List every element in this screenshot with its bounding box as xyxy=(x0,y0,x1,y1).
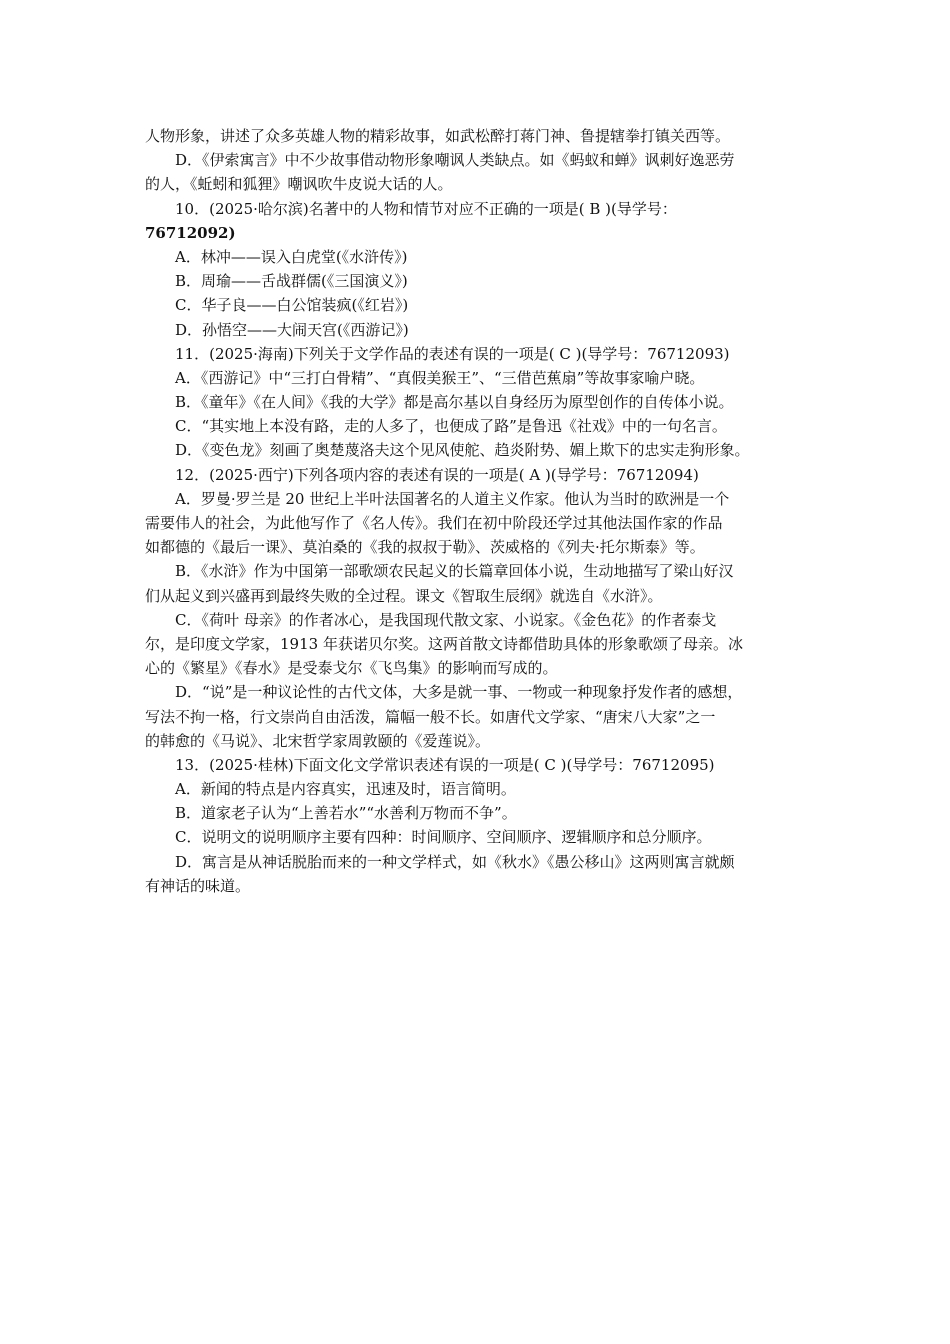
text-line: D．“说”是一种议论性的古代文体，大多是就一事、一物或一种现象抒发作者的感想， xyxy=(175,683,743,702)
text-line: C．华子良——白公馆装疯(《红岩》) xyxy=(175,296,409,315)
text-line: B．《水浒》作为中国第一部歌颂农民起义的长篇章回体小说，生动地描写了梁山好汉 xyxy=(175,562,734,581)
text-line: C．说明文的说明顺序主要有四种：时间顺序、空间顺序、逻辑顺序和总分顺序。 xyxy=(175,828,712,847)
text-line: A．《西游记》中“三打白骨精”、“真假美猴王”、“三借芭蕉扇”等故事家喻户晓。 xyxy=(175,368,705,387)
text-line: 尔，是印度文学家，1913 年获诺贝尔奖。这两首散文诗都借助具体的形象歌颂了母亲。冰 xyxy=(145,634,743,653)
text-line: 的人，《蚯蚓和狐狸》嘲讽吹牛皮说大话的人。 xyxy=(145,175,453,194)
text-line: C．《荷叶 母亲》的作者冰心，是我国现代散文家、小说家。《金色花》的作者泰戈 xyxy=(175,610,717,629)
text-line: A．罗曼·罗兰是 20 世纪上半叶法国著名的人道主义作家。他认为当时的欧洲是一个 xyxy=(175,489,730,508)
text-line: 们从起义到兴盛再到最终失败的全过程。课文《智取生辰纲》就选自《水浒》。 xyxy=(145,586,663,605)
text-line: 11．(2025·海南)下列关于文学作品的表述有误的一项是( C )(导学号：76712093) xyxy=(175,344,730,363)
text-line: 需要伟人的社会，为此他写作了《名人传》。我们在初中阶段还学过其他法国作家的作品 xyxy=(145,514,723,532)
text-line: 10．(2025·哈尔滨)名著中的人物和情节对应不正确的一项是( B )(导学号： xyxy=(175,199,677,218)
text-line: 12．(2025·西宁)下列各项内容的表述有误的一项是( A )(导学号：76712094) xyxy=(175,465,699,484)
document-page xyxy=(145,124,821,898)
text-line: 如都德的《最后一课》、莫泊桑的《我的叔叔于勒》、茨威格的《列夫·托尔斯泰》等。 xyxy=(145,538,705,557)
text-line: 人物形象，讲述了众多英雄人物的精彩故事，如武松醉打蒋门神、鲁提辖拳打镇关西等。 xyxy=(145,127,731,145)
text-line: D．孙悟空——大闹天宫(《西游记》) xyxy=(175,320,409,339)
text-line: D．寓言是从神话脱胎而来的一种文学样式，如《秋水》《愚公移山》这两则寓言就颇 xyxy=(175,852,735,871)
text-line: B．道家老子认为“上善若水”“水善利万物而不争”。 xyxy=(175,804,517,823)
text-line: D．《变色龙》刻画了奥楚蔑洛夫这个见风使舵、趋炎附势、媚上欺下的忠实走狗形象。 xyxy=(175,441,750,460)
text-line: 心的《繁星》《春水》是受泰戈尔《飞鸟集》的影响而写成的。 xyxy=(145,659,558,678)
text-line: 的韩愈的《马说》、北宋哲学家周敦颐的《爱莲说》。 xyxy=(145,731,491,750)
text-line: D．《伊索寓言》中不少故事借动物形象嘲讽人类缺点。如《蚂蚁和蝉》讽刺好逸恶劳 xyxy=(175,151,735,170)
text-line: 76712092) xyxy=(145,223,236,242)
text-line: 13．(2025·桂林)下面文化文学常识表述有误的一项是( C )(导学号：76712095) xyxy=(175,755,715,774)
text-line: 有神话的味道。 xyxy=(145,876,251,895)
text-line: A．新闻的特点是内容真实，迅速及时，语言简明。 xyxy=(175,780,516,799)
text-line: A．林冲——误入白虎堂(《水浒传》) xyxy=(175,247,408,266)
text-line: B．《童年》《在人间》《我的大学》都是高尔基以自身经历为原型创作的自传体小说。 xyxy=(175,393,734,412)
text-line: C．“其实地上本没有路，走的人多了，也便成了路”是鲁迅《社戏》中的一句名言。 xyxy=(175,417,727,436)
text-line: B．周瑜——舌战群儒(《三国演义》) xyxy=(175,272,408,291)
text-line: 写法不拘一格，行文崇尚自由活泼，篇幅一般不长。如唐代文学家、“唐宋八大家”之一 xyxy=(145,707,716,726)
